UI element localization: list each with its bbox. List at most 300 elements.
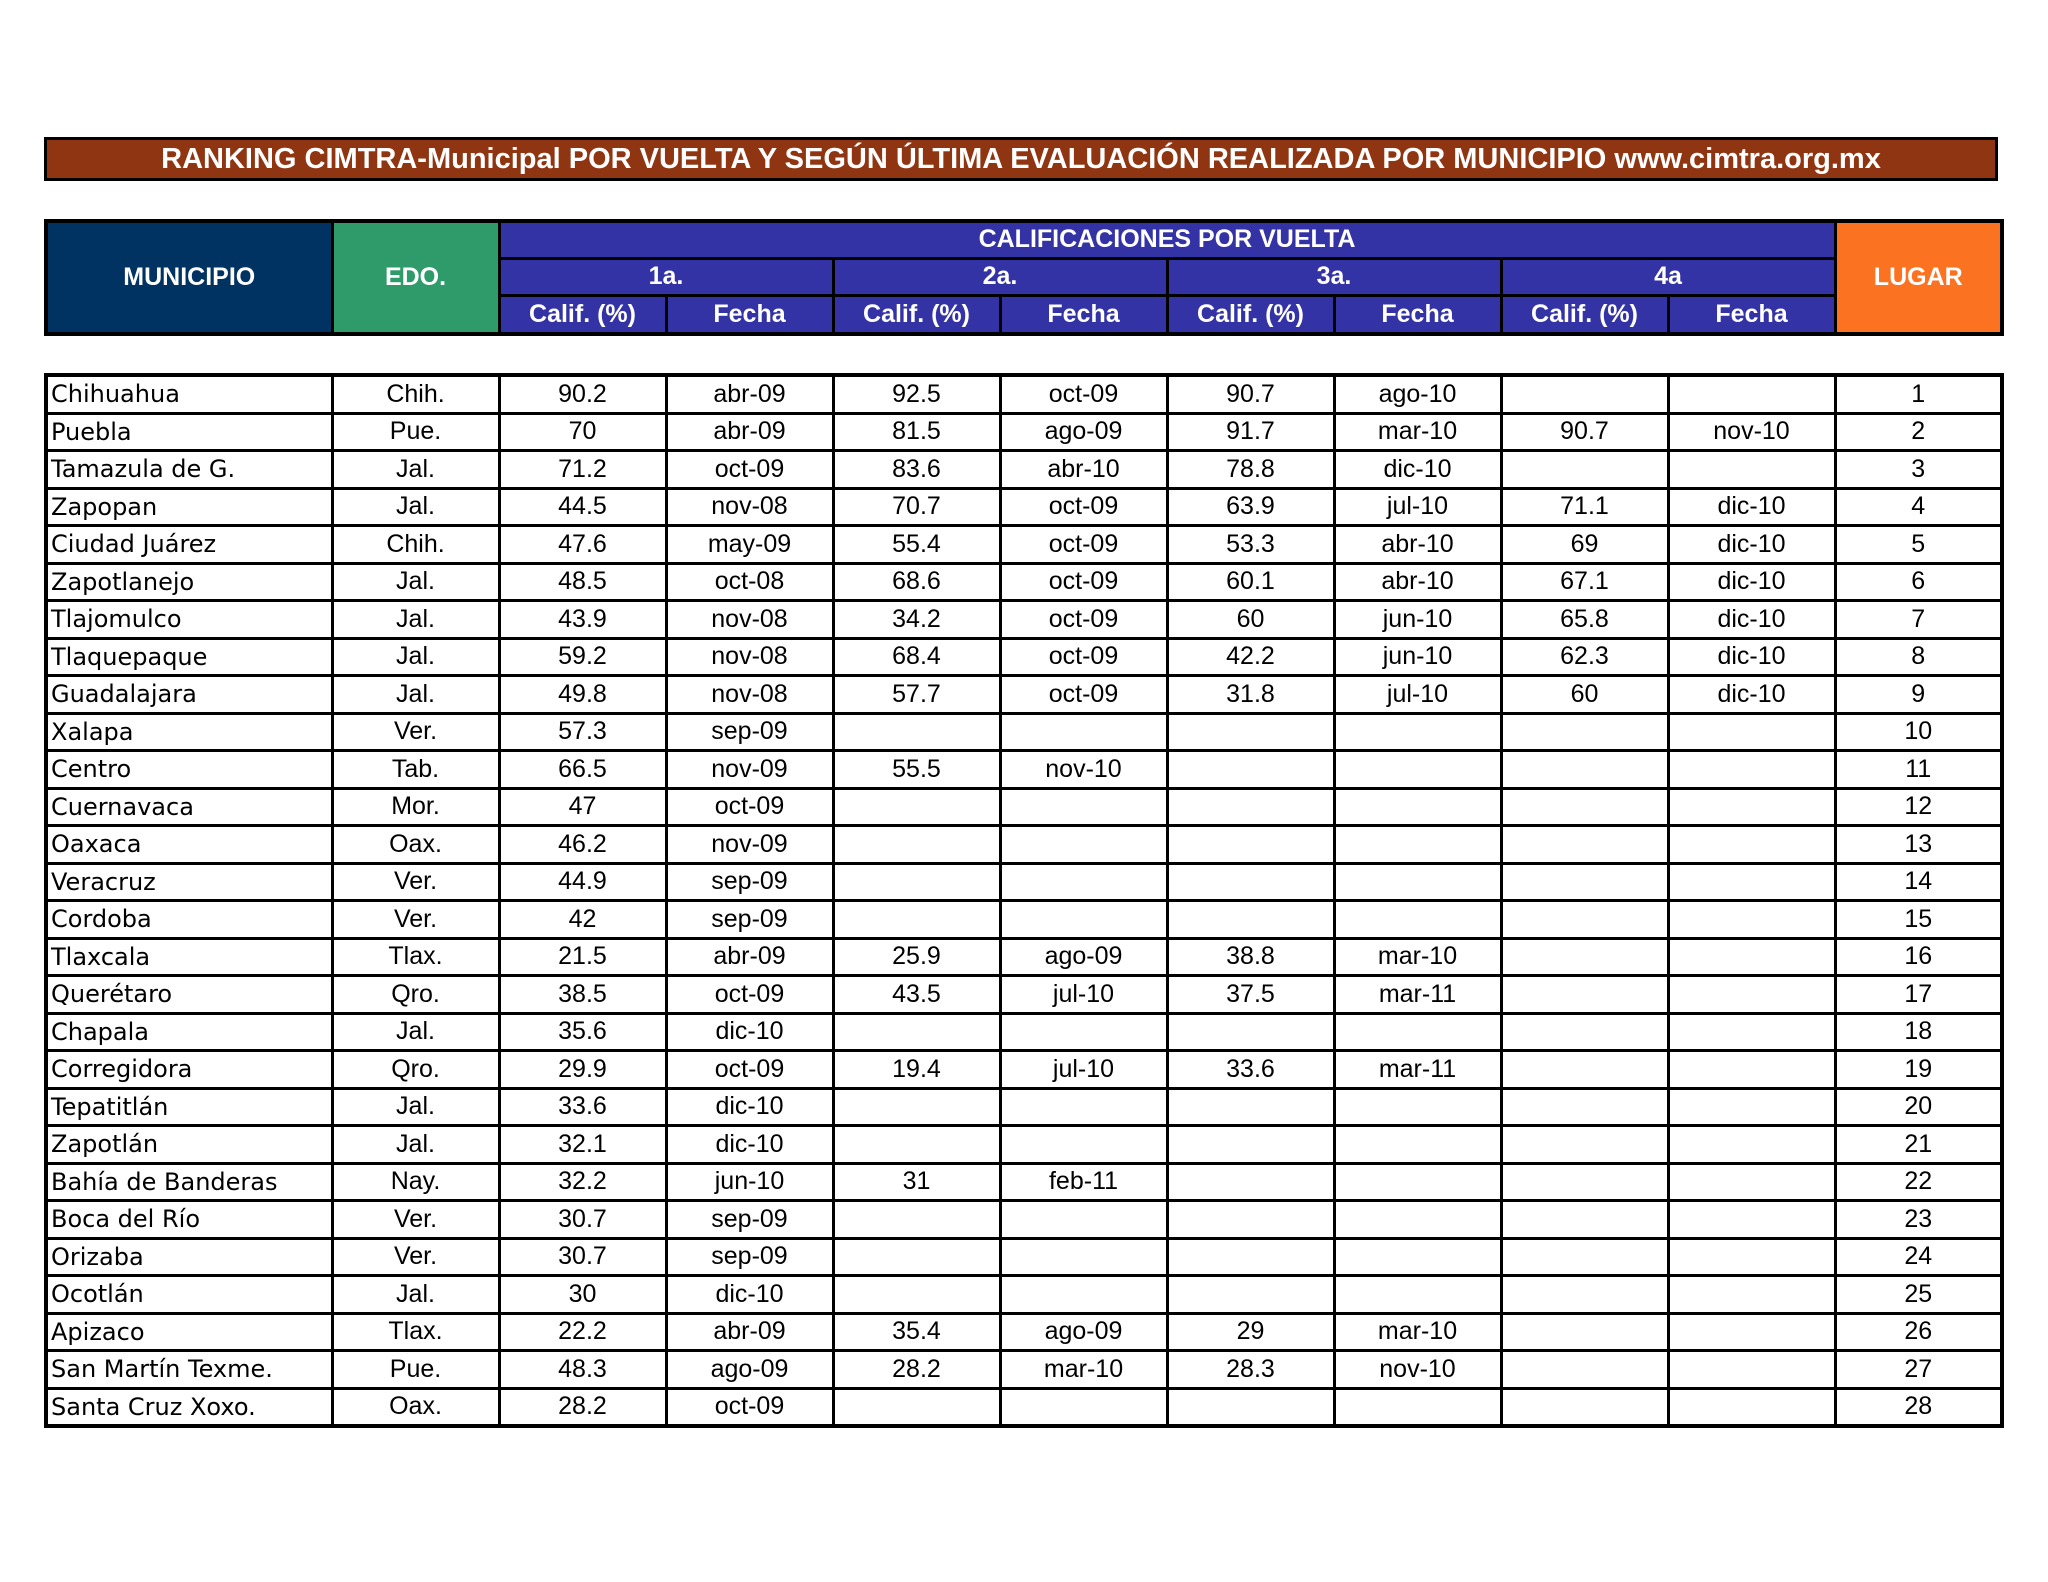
fecha-1-cell: dic-10 — [666, 1126, 833, 1164]
municipio-cell: Tepatitlán — [46, 1088, 332, 1126]
calif-1-cell: 21.5 — [499, 938, 666, 976]
fecha-4-cell — [1668, 451, 1835, 489]
edo-cell: Nay. — [332, 1163, 499, 1201]
municipio-cell: Ocotlán — [46, 1276, 332, 1314]
fecha-2-cell: jul-10 — [1000, 976, 1167, 1014]
fecha-4-cell — [1668, 1051, 1835, 1089]
municipio-header: MUNICIPIO — [46, 221, 332, 334]
calif-2-cell — [833, 1201, 1000, 1239]
calif-1-cell: 30.7 — [499, 1201, 666, 1239]
calif-2-cell: 57.7 — [833, 676, 1000, 714]
calif-2-cell: 35.4 — [833, 1313, 1000, 1351]
calif-1-cell: 38.5 — [499, 976, 666, 1014]
fecha-1-cell: sep-09 — [666, 1201, 833, 1239]
edo-cell: Oax. — [332, 826, 499, 864]
municipio-cell: Orizaba — [46, 1238, 332, 1276]
calif-1-cell: 46.2 — [499, 826, 666, 864]
fecha-1-cell: sep-09 — [666, 863, 833, 901]
fecha-1-cell: abr-09 — [666, 413, 833, 451]
calif-2-cell: 28.2 — [833, 1351, 1000, 1389]
lugar-cell: 3 — [1835, 451, 2002, 489]
fecha-1-cell: nov-08 — [666, 601, 833, 639]
fecha-3-cell — [1334, 1388, 1501, 1426]
fecha-1-cell: oct-09 — [666, 1051, 833, 1089]
edo-cell: Chih. — [332, 526, 499, 564]
fecha-1-cell: may-09 — [666, 526, 833, 564]
calif-3-cell — [1167, 1163, 1334, 1201]
lugar-cell: 14 — [1835, 863, 2002, 901]
calif-4-cell — [1501, 1163, 1668, 1201]
municipio-cell: Apizaco — [46, 1313, 332, 1351]
fecha-1-cell: dic-10 — [666, 1276, 833, 1314]
fecha-4-cell: dic-10 — [1668, 638, 1835, 676]
calif-2-cell — [833, 1013, 1000, 1051]
calif-4-cell — [1501, 901, 1668, 939]
fecha-3-cell — [1334, 1276, 1501, 1314]
edo-cell: Jal. — [332, 488, 499, 526]
fecha-4-cell — [1668, 375, 1835, 413]
fecha-3-cell — [1334, 863, 1501, 901]
table-row — [46, 713, 2002, 751]
fecha-1-cell: abr-09 — [666, 938, 833, 976]
fecha-1-cell: jun-10 — [666, 1163, 833, 1201]
fecha-4-cell: dic-10 — [1668, 563, 1835, 601]
fecha-2-cell: oct-09 — [1000, 601, 1167, 639]
lugar-cell: 8 — [1835, 638, 2002, 676]
table-row — [46, 751, 2002, 789]
calif-4-cell — [1501, 713, 1668, 751]
fecha-4-cell — [1668, 1201, 1835, 1239]
calif-4-cell — [1501, 826, 1668, 864]
lugar-cell: 19 — [1835, 1051, 2002, 1089]
fecha-header: Fecha — [1334, 295, 1501, 334]
calif-3-cell — [1167, 1276, 1334, 1314]
municipio-cell: Ciudad Juárez — [46, 526, 332, 564]
fecha-3-cell: ago-10 — [1334, 375, 1501, 413]
municipio-cell: Zapotlanejo — [46, 563, 332, 601]
fecha-4-cell — [1668, 901, 1835, 939]
edo-cell: Pue. — [332, 1351, 499, 1389]
lugar-cell: 24 — [1835, 1238, 2002, 1276]
fecha-3-cell: dic-10 — [1334, 451, 1501, 489]
calif-4-cell — [1501, 1201, 1668, 1239]
vuelta-3-header: 3a. — [1167, 258, 1501, 295]
fecha-4-cell — [1668, 1313, 1835, 1351]
fecha-1-cell: sep-09 — [666, 901, 833, 939]
calif-4-cell — [1501, 1276, 1668, 1314]
lugar-cell: 26 — [1835, 1313, 2002, 1351]
lugar-cell: 28 — [1835, 1388, 2002, 1426]
fecha-3-cell: jun-10 — [1334, 638, 1501, 676]
fecha-4-cell — [1668, 1238, 1835, 1276]
calif-3-cell — [1167, 1201, 1334, 1239]
calif-2-cell — [833, 1088, 1000, 1126]
table-row — [46, 1088, 2002, 1126]
edo-cell: Ver. — [332, 863, 499, 901]
fecha-3-cell — [1334, 1088, 1501, 1126]
fecha-1-cell: nov-08 — [666, 638, 833, 676]
lugar-cell: 21 — [1835, 1126, 2002, 1164]
calif-4-cell — [1501, 1051, 1668, 1089]
calif-2-cell: 83.6 — [833, 451, 1000, 489]
fecha-2-cell: feb-11 — [1000, 1163, 1167, 1201]
calif-1-cell: 44.9 — [499, 863, 666, 901]
calif-3-cell: 31.8 — [1167, 676, 1334, 714]
fecha-4-cell — [1668, 1163, 1835, 1201]
calif-4-cell: 69 — [1501, 526, 1668, 564]
table-row — [46, 526, 2002, 564]
lugar-cell: 20 — [1835, 1088, 2002, 1126]
fecha-2-cell — [1000, 1013, 1167, 1051]
fecha-2-cell — [1000, 1201, 1167, 1239]
lugar-cell: 23 — [1835, 1201, 2002, 1239]
fecha-2-cell — [1000, 1126, 1167, 1164]
table-row — [46, 1313, 2002, 1351]
fecha-1-cell: nov-09 — [666, 826, 833, 864]
calif-4-cell: 90.7 — [1501, 413, 1668, 451]
table-row — [46, 413, 2002, 451]
calif-4-cell — [1501, 1351, 1668, 1389]
calif-2-cell: 19.4 — [833, 1051, 1000, 1089]
table-row — [46, 676, 2002, 714]
calif-1-cell: 66.5 — [499, 751, 666, 789]
calif-2-cell — [833, 901, 1000, 939]
edo-cell: Chih. — [332, 375, 499, 413]
calif-2-cell: 70.7 — [833, 488, 1000, 526]
table-row — [46, 375, 2002, 413]
edo-cell: Jal. — [332, 638, 499, 676]
fecha-3-cell — [1334, 1238, 1501, 1276]
fecha-2-cell: ago-09 — [1000, 1313, 1167, 1351]
lugar-cell: 1 — [1835, 375, 2002, 413]
fecha-4-cell — [1668, 751, 1835, 789]
calif-4-cell: 60 — [1501, 676, 1668, 714]
fecha-2-cell: oct-09 — [1000, 526, 1167, 564]
edo-cell: Ver. — [332, 1238, 499, 1276]
calif-3-cell — [1167, 863, 1334, 901]
lugar-header: LUGAR — [1835, 221, 2002, 334]
fecha-4-cell — [1668, 1126, 1835, 1164]
fecha-header: Fecha — [666, 295, 833, 334]
vuelta-1-header: 1a. — [499, 258, 833, 295]
calif-3-cell: 42.2 — [1167, 638, 1334, 676]
calif-2-cell: 81.5 — [833, 413, 1000, 451]
calif-4-cell — [1501, 1013, 1668, 1051]
municipio-cell: Querétaro — [46, 976, 332, 1014]
fecha-2-cell — [1000, 1276, 1167, 1314]
edo-cell: Jal. — [332, 1276, 499, 1314]
fecha-1-cell: dic-10 — [666, 1088, 833, 1126]
lugar-cell: 16 — [1835, 938, 2002, 976]
table-row — [46, 601, 2002, 639]
calif-2-cell — [833, 1238, 1000, 1276]
calif-1-cell: 35.6 — [499, 1013, 666, 1051]
fecha-4-cell — [1668, 1351, 1835, 1389]
calif-1-cell: 22.2 — [499, 1313, 666, 1351]
fecha-1-cell: sep-09 — [666, 1238, 833, 1276]
edo-cell: Jal. — [332, 1126, 499, 1164]
calif-1-cell: 43.9 — [499, 601, 666, 639]
calif-1-cell: 30.7 — [499, 1238, 666, 1276]
calif-4-cell — [1501, 1126, 1668, 1164]
calif-2-cell — [833, 1276, 1000, 1314]
lugar-cell: 6 — [1835, 563, 2002, 601]
calif-1-cell: 47 — [499, 788, 666, 826]
calif-4-cell — [1501, 1313, 1668, 1351]
edo-cell: Jal. — [332, 676, 499, 714]
fecha-4-cell: dic-10 — [1668, 676, 1835, 714]
calif-4-cell — [1501, 451, 1668, 489]
fecha-4-cell: dic-10 — [1668, 601, 1835, 639]
municipio-cell: Tlaxcala — [46, 938, 332, 976]
calif-3-cell — [1167, 1126, 1334, 1164]
edo-cell: Jal. — [332, 563, 499, 601]
calif-2-cell — [833, 713, 1000, 751]
calif-1-cell: 30 — [499, 1276, 666, 1314]
table-row — [46, 1276, 2002, 1314]
calif-1-cell: 59.2 — [499, 638, 666, 676]
calif-1-cell: 49.8 — [499, 676, 666, 714]
calif-3-cell: 53.3 — [1167, 526, 1334, 564]
fecha-2-cell: oct-09 — [1000, 375, 1167, 413]
lugar-cell: 5 — [1835, 526, 2002, 564]
calif-3-cell — [1167, 713, 1334, 751]
calif-4-cell — [1501, 375, 1668, 413]
fecha-3-cell: nov-10 — [1334, 1351, 1501, 1389]
fecha-4-cell — [1668, 1276, 1835, 1314]
fecha-3-cell: mar-11 — [1334, 1051, 1501, 1089]
edo-cell: Ver. — [332, 713, 499, 751]
calif-3-cell — [1167, 751, 1334, 789]
lugar-cell: 27 — [1835, 1351, 2002, 1389]
fecha-2-cell — [1000, 1388, 1167, 1426]
calif-3-cell — [1167, 1238, 1334, 1276]
vuelta-4-header: 4a — [1501, 258, 1835, 295]
fecha-3-cell — [1334, 1201, 1501, 1239]
fecha-4-cell — [1668, 1388, 1835, 1426]
table-row — [46, 1126, 2002, 1164]
municipio-cell: Corregidora — [46, 1051, 332, 1089]
calif-3-cell — [1167, 826, 1334, 864]
calif-4-cell — [1501, 1238, 1668, 1276]
table-row — [46, 1238, 2002, 1276]
table-row — [46, 488, 2002, 526]
calif-2-cell — [833, 826, 1000, 864]
lugar-cell: 11 — [1835, 751, 2002, 789]
calif-1-cell: 90.2 — [499, 375, 666, 413]
fecha-2-cell — [1000, 788, 1167, 826]
fecha-2-cell — [1000, 826, 1167, 864]
table-row — [46, 1388, 2002, 1426]
fecha-2-cell — [1000, 1238, 1167, 1276]
calif-1-cell: 44.5 — [499, 488, 666, 526]
table-header — [44, 219, 2004, 336]
lugar-cell: 4 — [1835, 488, 2002, 526]
calif-4-cell — [1501, 863, 1668, 901]
calif-header: Calif. (%) — [833, 295, 1000, 334]
page-title: RANKING CIMTRA-Municipal POR VUELTA Y SEGÚN ÚLTIMA EVALUACIÓN REALIZADA POR MUNICIPIO www.cimtra.org.mx — [44, 137, 1998, 181]
municipio-cell: San Martín Texme. — [46, 1351, 332, 1389]
lugar-cell: 9 — [1835, 676, 2002, 714]
fecha-2-cell: oct-09 — [1000, 563, 1167, 601]
calif-header: Calif. (%) — [1167, 295, 1334, 334]
municipio-cell: Veracruz — [46, 863, 332, 901]
table-row — [46, 563, 2002, 601]
fecha-header: Fecha — [1668, 295, 1835, 334]
fecha-4-cell — [1668, 788, 1835, 826]
municipio-cell: Puebla — [46, 413, 332, 451]
calif-3-cell: 90.7 — [1167, 375, 1334, 413]
calif-4-cell — [1501, 788, 1668, 826]
fecha-1-cell: nov-08 — [666, 488, 833, 526]
calif-2-cell: 25.9 — [833, 938, 1000, 976]
lugar-cell: 7 — [1835, 601, 2002, 639]
lugar-cell: 15 — [1835, 901, 2002, 939]
lugar-cell: 25 — [1835, 1276, 2002, 1314]
table-row — [46, 638, 2002, 676]
edo-cell: Oax. — [332, 1388, 499, 1426]
calif-3-cell: 60.1 — [1167, 563, 1334, 601]
calif-3-cell: 33.6 — [1167, 1051, 1334, 1089]
calif-2-cell: 31 — [833, 1163, 1000, 1201]
table-row — [46, 788, 2002, 826]
fecha-3-cell — [1334, 1013, 1501, 1051]
fecha-4-cell — [1668, 938, 1835, 976]
fecha-4-cell — [1668, 976, 1835, 1014]
municipio-cell: Boca del Río — [46, 1201, 332, 1239]
edo-cell: Mor. — [332, 788, 499, 826]
calif-4-cell: 62.3 — [1501, 638, 1668, 676]
municipio-cell: Chapala — [46, 1013, 332, 1051]
municipio-cell: Oaxaca — [46, 826, 332, 864]
fecha-4-cell: dic-10 — [1668, 526, 1835, 564]
fecha-2-cell — [1000, 901, 1167, 939]
vuelta-2-header: 2a. — [833, 258, 1167, 295]
table-row — [46, 976, 2002, 1014]
table-row — [46, 451, 2002, 489]
calif-2-cell: 55.4 — [833, 526, 1000, 564]
calif-2-cell — [833, 1126, 1000, 1164]
edo-cell: Qro. — [332, 976, 499, 1014]
calif-3-cell: 60 — [1167, 601, 1334, 639]
municipio-cell: Santa Cruz Xoxo. — [46, 1388, 332, 1426]
calif-2-cell: 68.6 — [833, 563, 1000, 601]
calif-3-cell — [1167, 901, 1334, 939]
calif-1-cell: 47.6 — [499, 526, 666, 564]
calif-3-cell: 63.9 — [1167, 488, 1334, 526]
municipio-cell: Tamazula de G. — [46, 451, 332, 489]
calif-header: Calif. (%) — [499, 295, 666, 334]
calif-4-cell — [1501, 938, 1668, 976]
edo-cell: Tab. — [332, 751, 499, 789]
edo-cell: Jal. — [332, 1088, 499, 1126]
fecha-2-cell: oct-09 — [1000, 676, 1167, 714]
municipio-cell: Zapotlán — [46, 1126, 332, 1164]
fecha-3-cell: mar-11 — [1334, 976, 1501, 1014]
calif-4-cell: 71.1 — [1501, 488, 1668, 526]
table-row — [46, 1013, 2002, 1051]
edo-cell: Pue. — [332, 413, 499, 451]
calif-2-cell — [833, 1388, 1000, 1426]
edo-cell: Jal. — [332, 451, 499, 489]
calif-4-cell — [1501, 976, 1668, 1014]
fecha-1-cell: sep-09 — [666, 713, 833, 751]
municipio-cell: Guadalajara — [46, 676, 332, 714]
calif-3-cell: 37.5 — [1167, 976, 1334, 1014]
fecha-4-cell — [1668, 1013, 1835, 1051]
edo-cell: Qro. — [332, 1051, 499, 1089]
fecha-3-cell — [1334, 713, 1501, 751]
table-row — [46, 938, 2002, 976]
calificaciones-header: CALIFICACIONES POR VUELTA — [499, 221, 1835, 258]
fecha-3-cell — [1334, 751, 1501, 789]
calif-3-cell: 38.8 — [1167, 938, 1334, 976]
edo-cell: Jal. — [332, 1013, 499, 1051]
table-row — [46, 901, 2002, 939]
fecha-1-cell: oct-09 — [666, 976, 833, 1014]
calif-3-cell: 91.7 — [1167, 413, 1334, 451]
calif-4-cell: 65.8 — [1501, 601, 1668, 639]
edo-cell: Ver. — [332, 1201, 499, 1239]
fecha-3-cell — [1334, 788, 1501, 826]
calif-1-cell: 28.2 — [499, 1388, 666, 1426]
calif-3-cell — [1167, 1388, 1334, 1426]
calif-4-cell — [1501, 1388, 1668, 1426]
fecha-2-cell — [1000, 863, 1167, 901]
calif-3-cell: 78.8 — [1167, 451, 1334, 489]
fecha-2-cell: abr-10 — [1000, 451, 1167, 489]
calif-2-cell: 92.5 — [833, 375, 1000, 413]
fecha-2-cell — [1000, 713, 1167, 751]
fecha-3-cell — [1334, 826, 1501, 864]
municipio-cell: Cordoba — [46, 901, 332, 939]
fecha-3-cell: mar-10 — [1334, 413, 1501, 451]
calif-header: Calif. (%) — [1501, 295, 1668, 334]
municipio-cell: Tlajomulco — [46, 601, 332, 639]
calif-2-cell: 34.2 — [833, 601, 1000, 639]
fecha-1-cell: oct-09 — [666, 1388, 833, 1426]
table-row — [46, 863, 2002, 901]
calif-3-cell — [1167, 1013, 1334, 1051]
calif-1-cell: 29.9 — [499, 1051, 666, 1089]
municipio-cell: Centro — [46, 751, 332, 789]
fecha-1-cell: abr-09 — [666, 1313, 833, 1351]
calif-1-cell: 32.1 — [499, 1126, 666, 1164]
fecha-1-cell: oct-08 — [666, 563, 833, 601]
calif-3-cell — [1167, 788, 1334, 826]
fecha-2-cell: ago-09 — [1000, 938, 1167, 976]
calif-3-cell — [1167, 1088, 1334, 1126]
edo-cell: Tlax. — [332, 938, 499, 976]
calif-4-cell: 67.1 — [1501, 563, 1668, 601]
fecha-4-cell — [1668, 713, 1835, 751]
calif-4-cell — [1501, 1088, 1668, 1126]
municipio-cell: Cuernavaca — [46, 788, 332, 826]
fecha-3-cell: mar-10 — [1334, 1313, 1501, 1351]
municipio-cell: Chihuahua — [46, 375, 332, 413]
fecha-1-cell: dic-10 — [666, 1013, 833, 1051]
edo-cell: Jal. — [332, 601, 499, 639]
fecha-4-cell — [1668, 1088, 1835, 1126]
fecha-4-cell — [1668, 826, 1835, 864]
fecha-3-cell: abr-10 — [1334, 563, 1501, 601]
fecha-2-cell — [1000, 1088, 1167, 1126]
fecha-1-cell: nov-08 — [666, 676, 833, 714]
fecha-header: Fecha — [1000, 295, 1167, 334]
calif-1-cell: 42 — [499, 901, 666, 939]
calif-1-cell: 48.5 — [499, 563, 666, 601]
fecha-2-cell: oct-09 — [1000, 638, 1167, 676]
